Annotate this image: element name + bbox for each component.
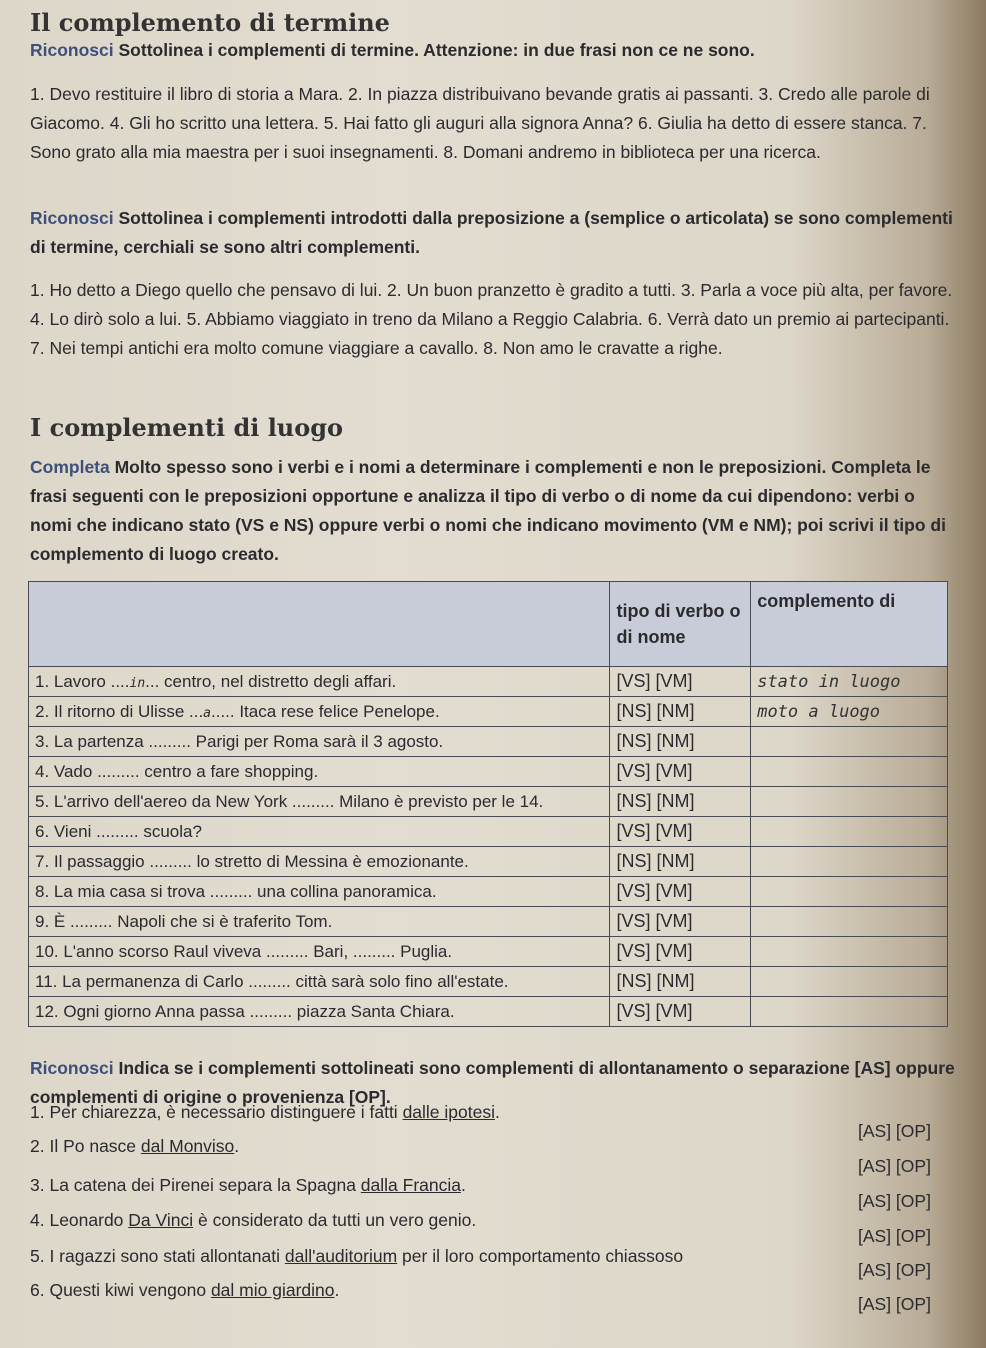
row-tipo: [NS] [NM] [610, 967, 751, 997]
option-as-op[interactable]: [AS] [OP] [858, 1191, 931, 1211]
handwritten-answer: a [203, 705, 211, 721]
exercise-1-text: 1. Devo restituire il libro di storia a Mara. 2. In piazza distribuivano bevande gratis ai passanti. 3. Credo alle parole di Giacomo. 4. Gli ho scritto una lettera. 5. Hai fatto gli auguri alla signora Anna? 6. Giulia ha detto di essere stanca. 7. Sono grato alla mia maestra per i suoi insegnamenti. 8. Domani andremo in biblioteca per una ricerca. [30, 84, 930, 162]
item-text: . [334, 1280, 340, 1300]
exercise-4-item [30, 1102, 500, 1123]
table-row [29, 727, 948, 757]
table-header-complemento: complemento di [751, 582, 948, 667]
exercise-2-text: 1. Ho detto a Diego quello che pensavo di lui. 2. Un buon pranzetto è gradito a tutti. 3. Parla a voce più alta, per favore. 4. Lo dirò solo a lui. 5. Abbiamo viaggiato in treno da Milano a Reggio Calabria. 6. Verrà dato un premio ai partecipanti. 7. Nei tempi antichi era molto comune viaggiare a cavallo. 8. Non amo le cravatte a righe. [30, 280, 953, 358]
item-text: 6. Questi kiwi vengono [30, 1280, 211, 1300]
row-complemento [751, 877, 948, 907]
underlined-complement: dalle ipotesi [402, 1102, 495, 1122]
underlined-complement: dal Monviso [140, 1136, 235, 1156]
table-row [29, 817, 948, 847]
table-row [29, 937, 948, 967]
exercise-4-item [30, 1136, 239, 1157]
underlined-complement: Da Vinci [128, 1210, 194, 1230]
item-text: 4. Leonardo [30, 1210, 129, 1230]
row-sentence [29, 817, 610, 847]
row-tipo: [NS] [NM] [610, 697, 751, 727]
exercise-4-item [30, 1280, 339, 1301]
item-text: per il loro comportamento chiassoso [397, 1246, 684, 1266]
sentence-part: 12. Ogni giorno Anna passa ......... piazza Santa Chiara. [35, 1001, 455, 1021]
row-sentence [29, 727, 610, 757]
option-as-op[interactable]: [AS] [OP] [858, 1260, 931, 1280]
row-tipo: [VS] [VM] [610, 667, 751, 697]
underlined-complement: dal mio giardino [210, 1280, 335, 1300]
row-sentence [29, 667, 610, 697]
row-complemento [751, 937, 948, 967]
sentence-part: 10. L'anno scorso Raul viveva ......... Bari, ......... Puglia. [35, 941, 453, 961]
row-tipo: [NS] [NM] [610, 727, 751, 757]
option-as-op[interactable]: [AS] [OP] [858, 1121, 931, 1141]
exercise-1-instruction: Riconosci Sottolinea i complementi di termine. Attenzione: in due frasi non ce ne sono. [30, 40, 755, 60]
row-sentence [29, 937, 610, 967]
table-row [29, 667, 948, 697]
row-sentence [29, 757, 610, 787]
row-sentence [29, 697, 610, 727]
sentence-part: ... centro, nel distretto degli affari. [145, 671, 397, 691]
table-row [29, 907, 948, 937]
row-complemento [751, 757, 948, 787]
row-tipo: [VS] [VM] [610, 817, 751, 847]
exercise-4-item [30, 1210, 476, 1231]
option-as-op[interactable]: [AS] [OP] [858, 1226, 931, 1246]
item-text: . [234, 1136, 240, 1156]
sentence-part: 6. Vieni ......... scuola? [35, 821, 202, 841]
handwritten-answer: in [129, 675, 146, 691]
row-tipo: [NS] [NM] [610, 847, 751, 877]
sentence-part: 1. Lavoro .... [35, 671, 130, 691]
exercise-4-item [30, 1175, 466, 1196]
sentence-part: 9. È ......... Napoli che si è traferito Tom. [35, 911, 333, 931]
row-sentence [29, 967, 610, 997]
item-text: è considerato da tutti un vero genio. [193, 1210, 477, 1230]
row-complemento [751, 967, 948, 997]
section-title-luogo: I complementi di luogo [30, 413, 344, 442]
table-row [29, 787, 948, 817]
row-tipo: [VS] [VM] [610, 907, 751, 937]
underlined-complement: dall'auditorium [284, 1246, 398, 1266]
sentence-part: 3. La partenza ......... Parigi per Roma sarà il 3 agosto. [35, 731, 444, 751]
row-tipo: [VS] [VM] [610, 937, 751, 967]
option-as-op[interactable]: [AS] [OP] [858, 1156, 931, 1176]
row-complemento: moto a luogo [751, 697, 948, 727]
table-row [29, 847, 948, 877]
item-text: 1. Per chiarezza, è necessario distinguere i fatti [30, 1102, 403, 1122]
row-complemento [751, 787, 948, 817]
row-complemento: stato in luogo [751, 667, 948, 697]
row-sentence [29, 877, 610, 907]
row-sentence [29, 907, 610, 937]
exercise-4-item [30, 1246, 683, 1267]
item-text: 2. Il Po nasce [30, 1136, 141, 1156]
row-tipo: [VS] [VM] [610, 757, 751, 787]
table-row [29, 757, 948, 787]
table-header-tipo: tipo di verbo o di nome [610, 582, 751, 667]
sentence-part: 2. Il ritorno di Ulisse ... [35, 701, 204, 721]
table-header-row [29, 582, 948, 667]
sentence-part: 4. Vado ......... centro a fare shopping. [35, 761, 319, 781]
table-row [29, 697, 948, 727]
table-row [29, 877, 948, 907]
row-tipo: [VS] [VM] [610, 997, 751, 1027]
row-complemento [751, 847, 948, 877]
exercise-3-instruction: Completa Molto spesso sono i verbi e i nomi a determinare i complementi e non le preposizioni. Completa le frasi seguenti con le preposizioni opportune e analizza il tipo di verbo o di nome da cui dipendono: verbi o nomi che indicano stato (VS e NS) oppure verbi o nomi che indicano movimento (VM e NM); poi scrivi il tipo di complemento di luogo creato. [30, 457, 946, 564]
section-title-termine: Il complemento di termine [30, 8, 390, 37]
exercise-2-instruction: Riconosci Sottolinea i complementi introdotti dalla preposizione a (semplice o articolata) se sono complementi di termine, cerchiali se sono altri complementi. [30, 208, 953, 257]
row-sentence [29, 997, 610, 1027]
option-as-op[interactable]: [AS] [OP] [858, 1294, 931, 1314]
item-text: 3. La catena dei Pirenei separa la Spagna [30, 1175, 361, 1195]
row-sentence [29, 787, 610, 817]
item-text: . [494, 1102, 500, 1122]
sentence-part: 8. La mia casa si trova ......... una collina panoramica. [35, 881, 437, 901]
row-sentence [29, 847, 610, 877]
table-row [29, 967, 948, 997]
sentence-part: 5. L'arrivo dell'aereo da New York ......... Milano è previsto per le 14. [35, 791, 544, 811]
table-row [29, 997, 948, 1027]
item-text: . [461, 1175, 466, 1195]
item-text: 5. I ragazzi sono stati allontanati [30, 1246, 285, 1266]
row-complemento [751, 727, 948, 757]
row-complemento [751, 817, 948, 847]
exercise-3-table [28, 581, 948, 1027]
underlined-complement: dalla Francia [360, 1175, 461, 1195]
sentence-part: 7. Il passaggio ......... lo stretto di Messina è emozionante. [35, 851, 469, 871]
exercise-4-instruction: Riconosci Indica se i complementi sottolineati sono complementi di allontanamento o separazione [AS] oppure complementi di origine o provenienza [OP]. [30, 1058, 955, 1107]
row-complemento [751, 997, 948, 1027]
row-complemento [751, 907, 948, 937]
sentence-part: 11. La permanenza di Carlo ......... città sarà solo fino all'estate. [35, 971, 509, 991]
row-tipo: [NS] [NM] [610, 787, 751, 817]
table-header-frase [29, 582, 610, 667]
row-tipo: [VS] [VM] [610, 877, 751, 907]
sentence-part: ..... Itaca rese felice Penelope. [211, 701, 440, 721]
